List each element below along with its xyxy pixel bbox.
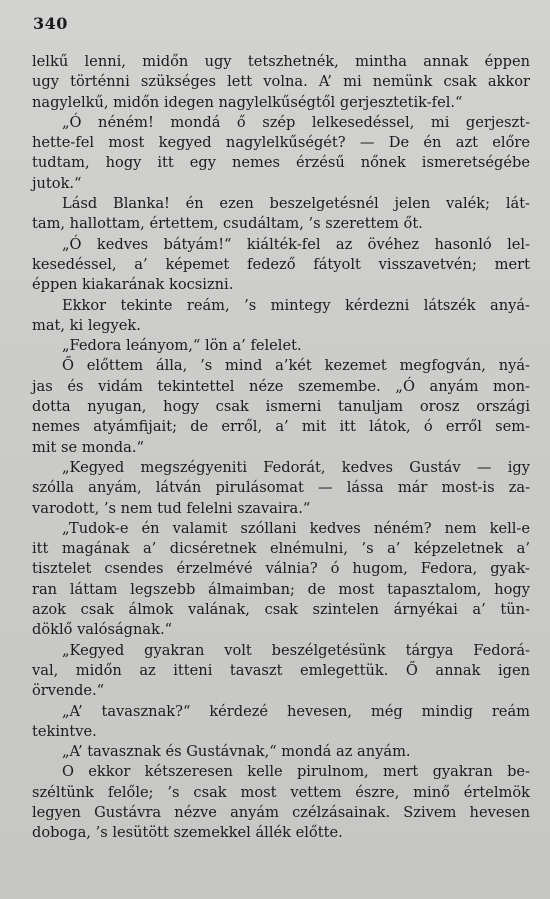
text-line: mit se monda.“	[32, 438, 144, 456]
text-line: O ekkor kétszeresen kelle pirulnom, mert gyakran be-	[62, 763, 530, 781]
text-line: kesedéssel, a’ képemet fedező fátyolt visszavetvén; mert	[32, 255, 530, 273]
text-line: „Kegyed megszégyeniti Fedorát, kedves Gustáv — igy	[62, 458, 530, 476]
page-number: 340	[33, 14, 68, 33]
body-text	[32, 52, 530, 844]
text-line: széltünk felőle; ’s csak most vettem észre, minő értelmök	[32, 783, 530, 801]
text-line: „Fedora leányom,“ lön a’ felelet.	[62, 337, 302, 355]
text-line: „Ó néném! mondá ő szép lelkesedéssel, mi gerjeszt-	[62, 113, 530, 131]
text-line: tekintve.	[32, 722, 97, 740]
text-line: döklő valóságnak.“	[32, 621, 173, 639]
text-line: „Tudok-e én valamit szóllani kedves néném? nem kell-e	[62, 519, 530, 537]
text-line: ran láttam legszebb álmaimban; de most tapasztalom, hogy	[32, 580, 530, 598]
text-line: Ő előttem álla, ’s mind a’két kezemet megfogván, nyá-	[62, 357, 530, 375]
text-line: Ekkor tekinte reám, ’s mintegy kérdezni látszék anyá-	[62, 296, 530, 314]
text-line: varodott, ’s nem tud felelni szavaira.“	[32, 499, 311, 517]
text-line: nemes atyámfijait; de erről, a’ mit itt látok, ó erről sem-	[32, 418, 530, 436]
text-line: itt magának a’ dicséretnek elnémulni, ’s a’ képzeletnek a’	[32, 540, 530, 558]
text-line: Lásd Blanka! én ezen beszelgetésnél jelen valék; lát-	[62, 195, 530, 213]
text-line: doboga, ’s lesütött szemekkel állék előtte.	[32, 824, 343, 842]
text-line: „A’ tavasznak?“ kérdezé hevesen, még mindig reám	[62, 702, 530, 720]
text-line: jutok.“	[32, 174, 82, 192]
text-line: nagylelkű, midőn idegen nagylelkűségtől gerjesztetik-fel.“	[32, 93, 463, 111]
text-line: örvende.“	[32, 682, 105, 700]
text-line: szólla anyám, látván pirulásomat — lássa már most-is za-	[32, 479, 530, 497]
text-line: „Kegyed gyakran volt beszélgetésünk tárgya Fedorá-	[62, 641, 530, 659]
text-line: azok csak álmok valának, csak szintelen árnyékai a’ tün-	[32, 601, 530, 619]
text-line: dotta nyugan, hogy csak ismerni tanuljam orosz országi	[32, 398, 530, 416]
text-line: éppen kiakarának kocsizni.	[32, 276, 234, 294]
text-line: „A’ tavasznak és Gustávnak,“ mondá az anyám.	[62, 743, 411, 761]
text-line: „Ó kedves bátyám!“ kiálték-fel az övéhez hasonló lel-	[62, 235, 530, 253]
text-line: mat, ki legyek.	[32, 316, 141, 334]
text-line: tudtam, hogy itt egy nemes érzésű nőnek ismeretségébe	[32, 154, 530, 172]
text-line: ugy történni szükséges lett volna. A’ mi nemünk csak akkor	[32, 73, 530, 91]
text-line: jas és vidám tekintettel néze szemembe. „Ó anyám mon-	[32, 377, 530, 395]
text-line: tisztelet csendes érzelmévé válnia? ó hugom, Fedora, gyak-	[32, 560, 530, 578]
text-line: tam, hallottam, értettem, csudáltam, ’s szerettem őt.	[32, 215, 423, 233]
text-line: val, midőn az itteni tavaszt emlegettük. Ő annak igen	[32, 661, 530, 679]
text-line: hette-fel most kegyed nagylelkűségét? — De én azt előre	[32, 134, 530, 152]
text-line: lelkű lenni, midőn ugy tetszhetnék, mintha annak éppen	[32, 53, 530, 70]
text-line: legyen Gustávra nézve anyám czélzásainak. Szivem hevesen	[32, 803, 530, 821]
